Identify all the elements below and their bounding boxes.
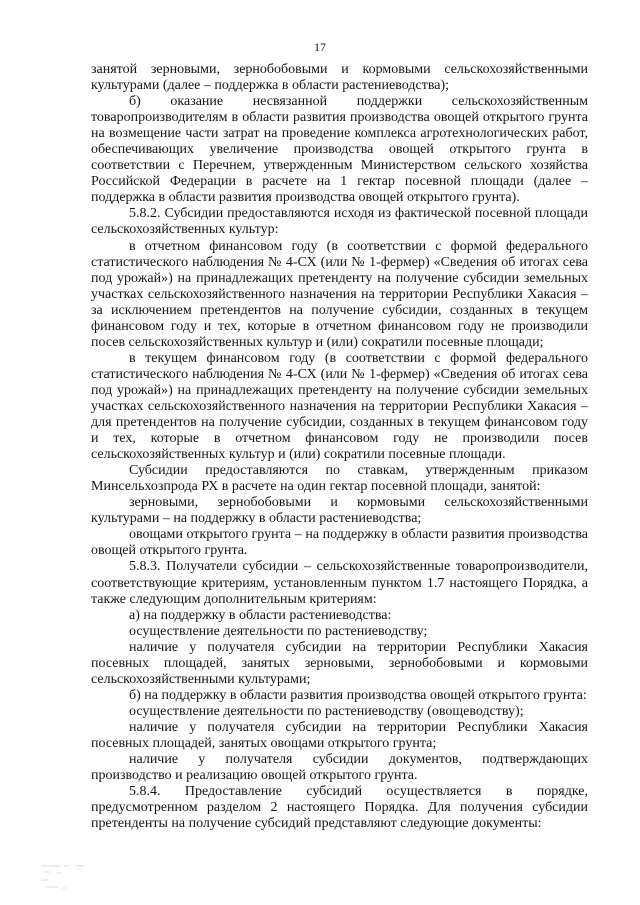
- scan-artifact-mark: [40, 862, 116, 892]
- paragraph: б) оказание несвязанной поддержки сельскохозяйственным товаропроизводителям в области развития производства овощей открытого грунта на возмещение части затрат на проведение комплекса агротехнологических работ, обеспечивающих увеличение производства овощей открытого грунта в соответствии с Перечнем, утвержденным Министерством сельского хозяйства Российской Федерации в расчете на 1 гектар посевной площади (далее – поддержка в области развития производства овощей открытого грунта).: [91, 94, 588, 206]
- paragraph: наличие у получателя субсидии на территории Республики Хакасия посевных площадей, занятых зерновыми, зернобобовыми и кормовыми сельскохозяйственными культурами;: [91, 639, 588, 687]
- paragraph: наличие у получателя субсидии на территории Республики Хакасия посевных площадей, занятых овощами открытого грунта;: [91, 719, 588, 751]
- paragraph: а) на поддержку в области растениеводства:: [129, 607, 392, 623]
- paragraph: занятой зерновыми, зернобобовыми и кормовыми сельскохозяйственными культурами (далее – поддержка в области растениеводства);: [91, 62, 588, 94]
- paragraph: 5.8.3. Получатели субсидии – сельскохозяйственные товаропроизводители, соответствующие критериям, установленным пунктом 1.7 настоящего Порядка, а также следующим дополнительным критериям:: [91, 559, 588, 607]
- paragraph: наличие у получателя субсидии документов, подтверждающих производство и реализацию овощей открытого грунта.: [91, 752, 588, 784]
- paragraph: 5.8.4. Предоставление субсидий осуществляется в порядке, предусмотренном разделом 2 настоящего Порядка. Для получения субсидии претенденты на получение субсидий представляют следующие документы:: [91, 784, 588, 832]
- document-body: [91, 62, 588, 832]
- paragraph: б) на поддержку в области развития производства овощей открытого грунта:: [129, 687, 587, 703]
- paragraph: 5.8.2. Субсидии предоставляются исходя из фактической посевной площади сельскохозяйственных культур:: [91, 206, 588, 238]
- paragraph: в текущем финансовом году (в соответствии с формой федерального статистического наблюдения № 4-СХ (или № 1-фермер) «Сведения об итогах сева под урожай») на принадлежащих претенденту на получение субсидии земельных участках сельскохозяйственного назначения на территории Республики Хакасия – для претендентов на получение субсидии, созданных в текущем финансовом году и тех, которые в отчетном финансовом году не производили посев сельскохозяйственных культур и (или) сократили посевные площади.: [91, 350, 588, 463]
- paragraph: осуществление деятельности по растениеводству (овощеводству);: [129, 703, 524, 719]
- paragraph: овощами открытого грунта – на поддержку в области развития производства овощей открытого грунта.: [91, 527, 588, 559]
- paragraph: зерновыми, зернобобовыми и кормовыми сельскохозяйственными культурами – на поддержку в области растениеводства;: [91, 495, 588, 527]
- paragraph: осуществление деятельности по растениеводству;: [129, 623, 428, 639]
- paragraph: Субсидии предоставляются по ставкам, утвержденным приказом Минсельхозпрода РХ в расчете на один гектар посевной площади, занятой:: [91, 463, 588, 495]
- page-number: 17: [314, 40, 326, 54]
- paragraph: в отчетном финансовом году (в соответствии с формой федерального статистического наблюдения № 4-СХ (или № 1-фермер) «Сведения об итогах сева под урожай») на принадлежащих претенденту на получение субсидии земельных участках сельскохозяйственного назначения на территории Республики Хакасия – за исключением претендентов на получение субсидии, созданных в текущем финансовом году и тех, которые в отчетном финансовом году не производили посев сельскохозяйственных культур и (или) сократили посевные площади;: [91, 238, 588, 350]
